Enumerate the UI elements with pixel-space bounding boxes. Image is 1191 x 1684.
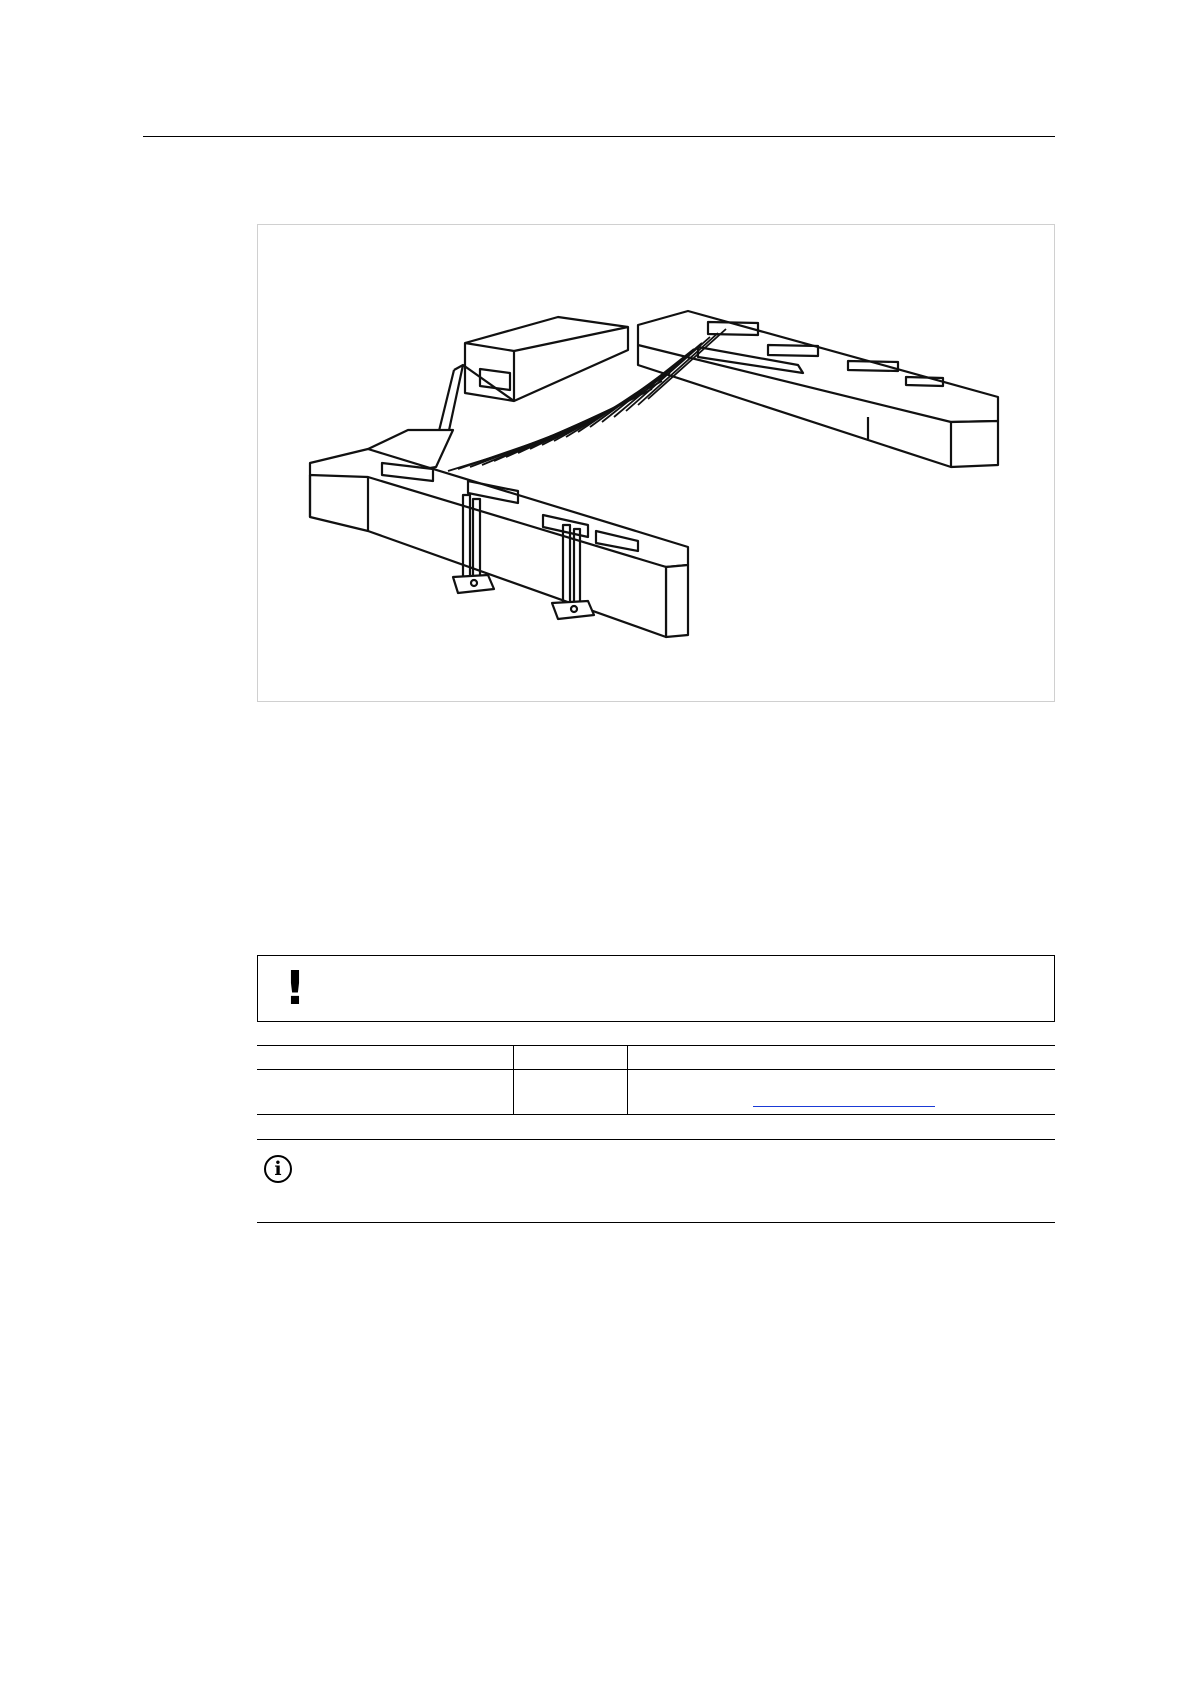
connector-figure — [257, 224, 1055, 702]
note-top-rule — [257, 1139, 1055, 1140]
back-housing — [465, 317, 628, 401]
table-col-divider-2 — [627, 1045, 628, 1114]
table-link-underline[interactable] — [753, 1106, 935, 1107]
table-header-rule — [257, 1069, 1055, 1070]
header-rule — [143, 136, 1055, 137]
info-icon: i — [264, 1155, 292, 1183]
exclamation-icon: ! — [284, 961, 306, 1015]
back-rail-top — [638, 311, 998, 422]
connector-drawing — [258, 225, 1055, 702]
warning-box — [257, 955, 1055, 1022]
mounting-tab-left — [453, 575, 494, 593]
table-top-rule — [257, 1045, 1055, 1046]
table-bottom-rule — [257, 1114, 1055, 1115]
mounting-tab-right — [552, 601, 594, 619]
table-col-divider-1 — [513, 1045, 514, 1114]
note-bottom-rule — [257, 1222, 1055, 1223]
